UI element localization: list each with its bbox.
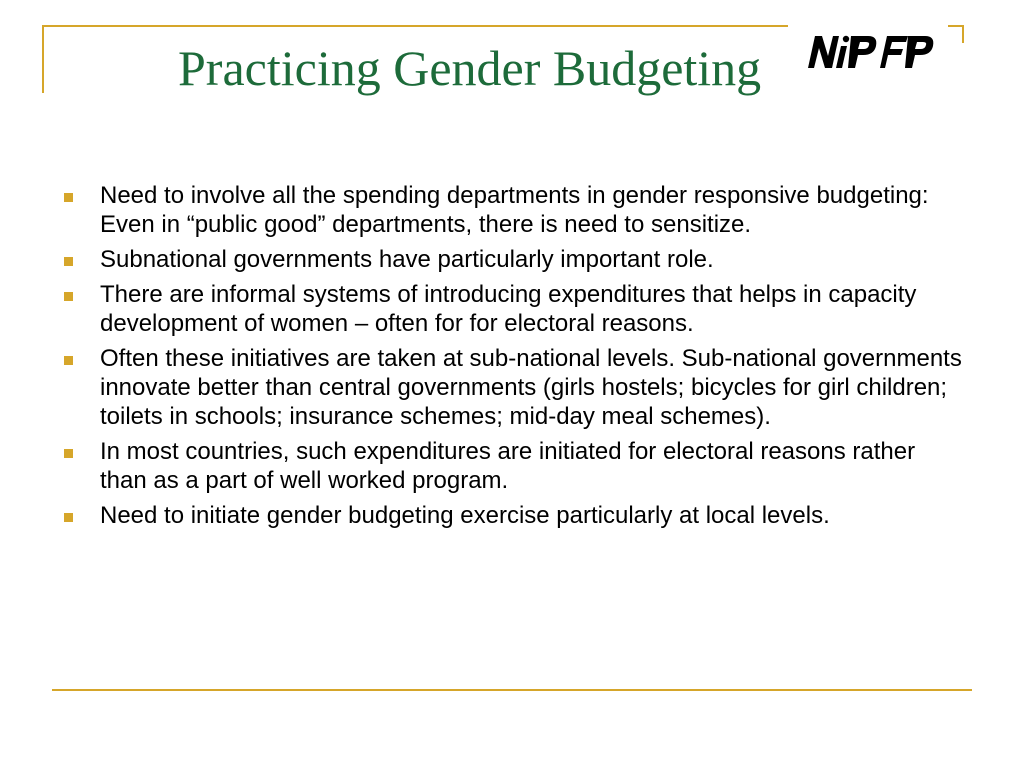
bullet-list: [62, 181, 962, 536]
bullet-square-icon: [64, 193, 73, 202]
bullet-square-icon: [64, 356, 73, 365]
bullet-square-icon: [64, 257, 73, 266]
bullet-square-icon: [64, 513, 73, 522]
frame-left-line: [42, 25, 44, 93]
bullet-text: There are informal systems of introducing expenditures that helps in capacity development of women – often for for electoral reasons.: [100, 281, 917, 337]
bullet-text: Subnational governments have particularly important role.: [100, 246, 714, 273]
bullet-square-icon: [64, 292, 73, 301]
bullet-text: In most countries, such expenditures are initiated for electoral reasons rather than as a part of well worked program.: [100, 438, 916, 494]
bullet-item: [62, 181, 962, 239]
bullet-item: [62, 344, 962, 431]
frame-right-line: [962, 25, 964, 43]
slide-title: Practicing Gender Budgeting: [178, 40, 762, 96]
footer-rule: [52, 689, 972, 691]
bullet-item: [62, 501, 962, 530]
nipfp-logo-icon: [788, 24, 948, 80]
nipfp-logo: [788, 24, 948, 80]
bullet-text: Often these initiatives are taken at sub-national levels. Sub-national governments innovate better than central governments (girls hostels; bicycles for girl children; toilets in schools; insurance schemes; mid-day meal schemes).: [100, 345, 962, 430]
bullet-text: Need to initiate gender budgeting exercise particularly at local levels.: [100, 502, 830, 529]
bullet-item: [62, 280, 962, 338]
logo-text: NIPFP: [868, 78, 871, 79]
bullet-text: Need to involve all the spending departments in gender responsive budgeting: Even in “public good” departments, there is need to sensitize.: [100, 182, 929, 238]
bullet-item: [62, 437, 962, 495]
bullet-square-icon: [64, 449, 73, 458]
bullet-item: [62, 245, 962, 274]
